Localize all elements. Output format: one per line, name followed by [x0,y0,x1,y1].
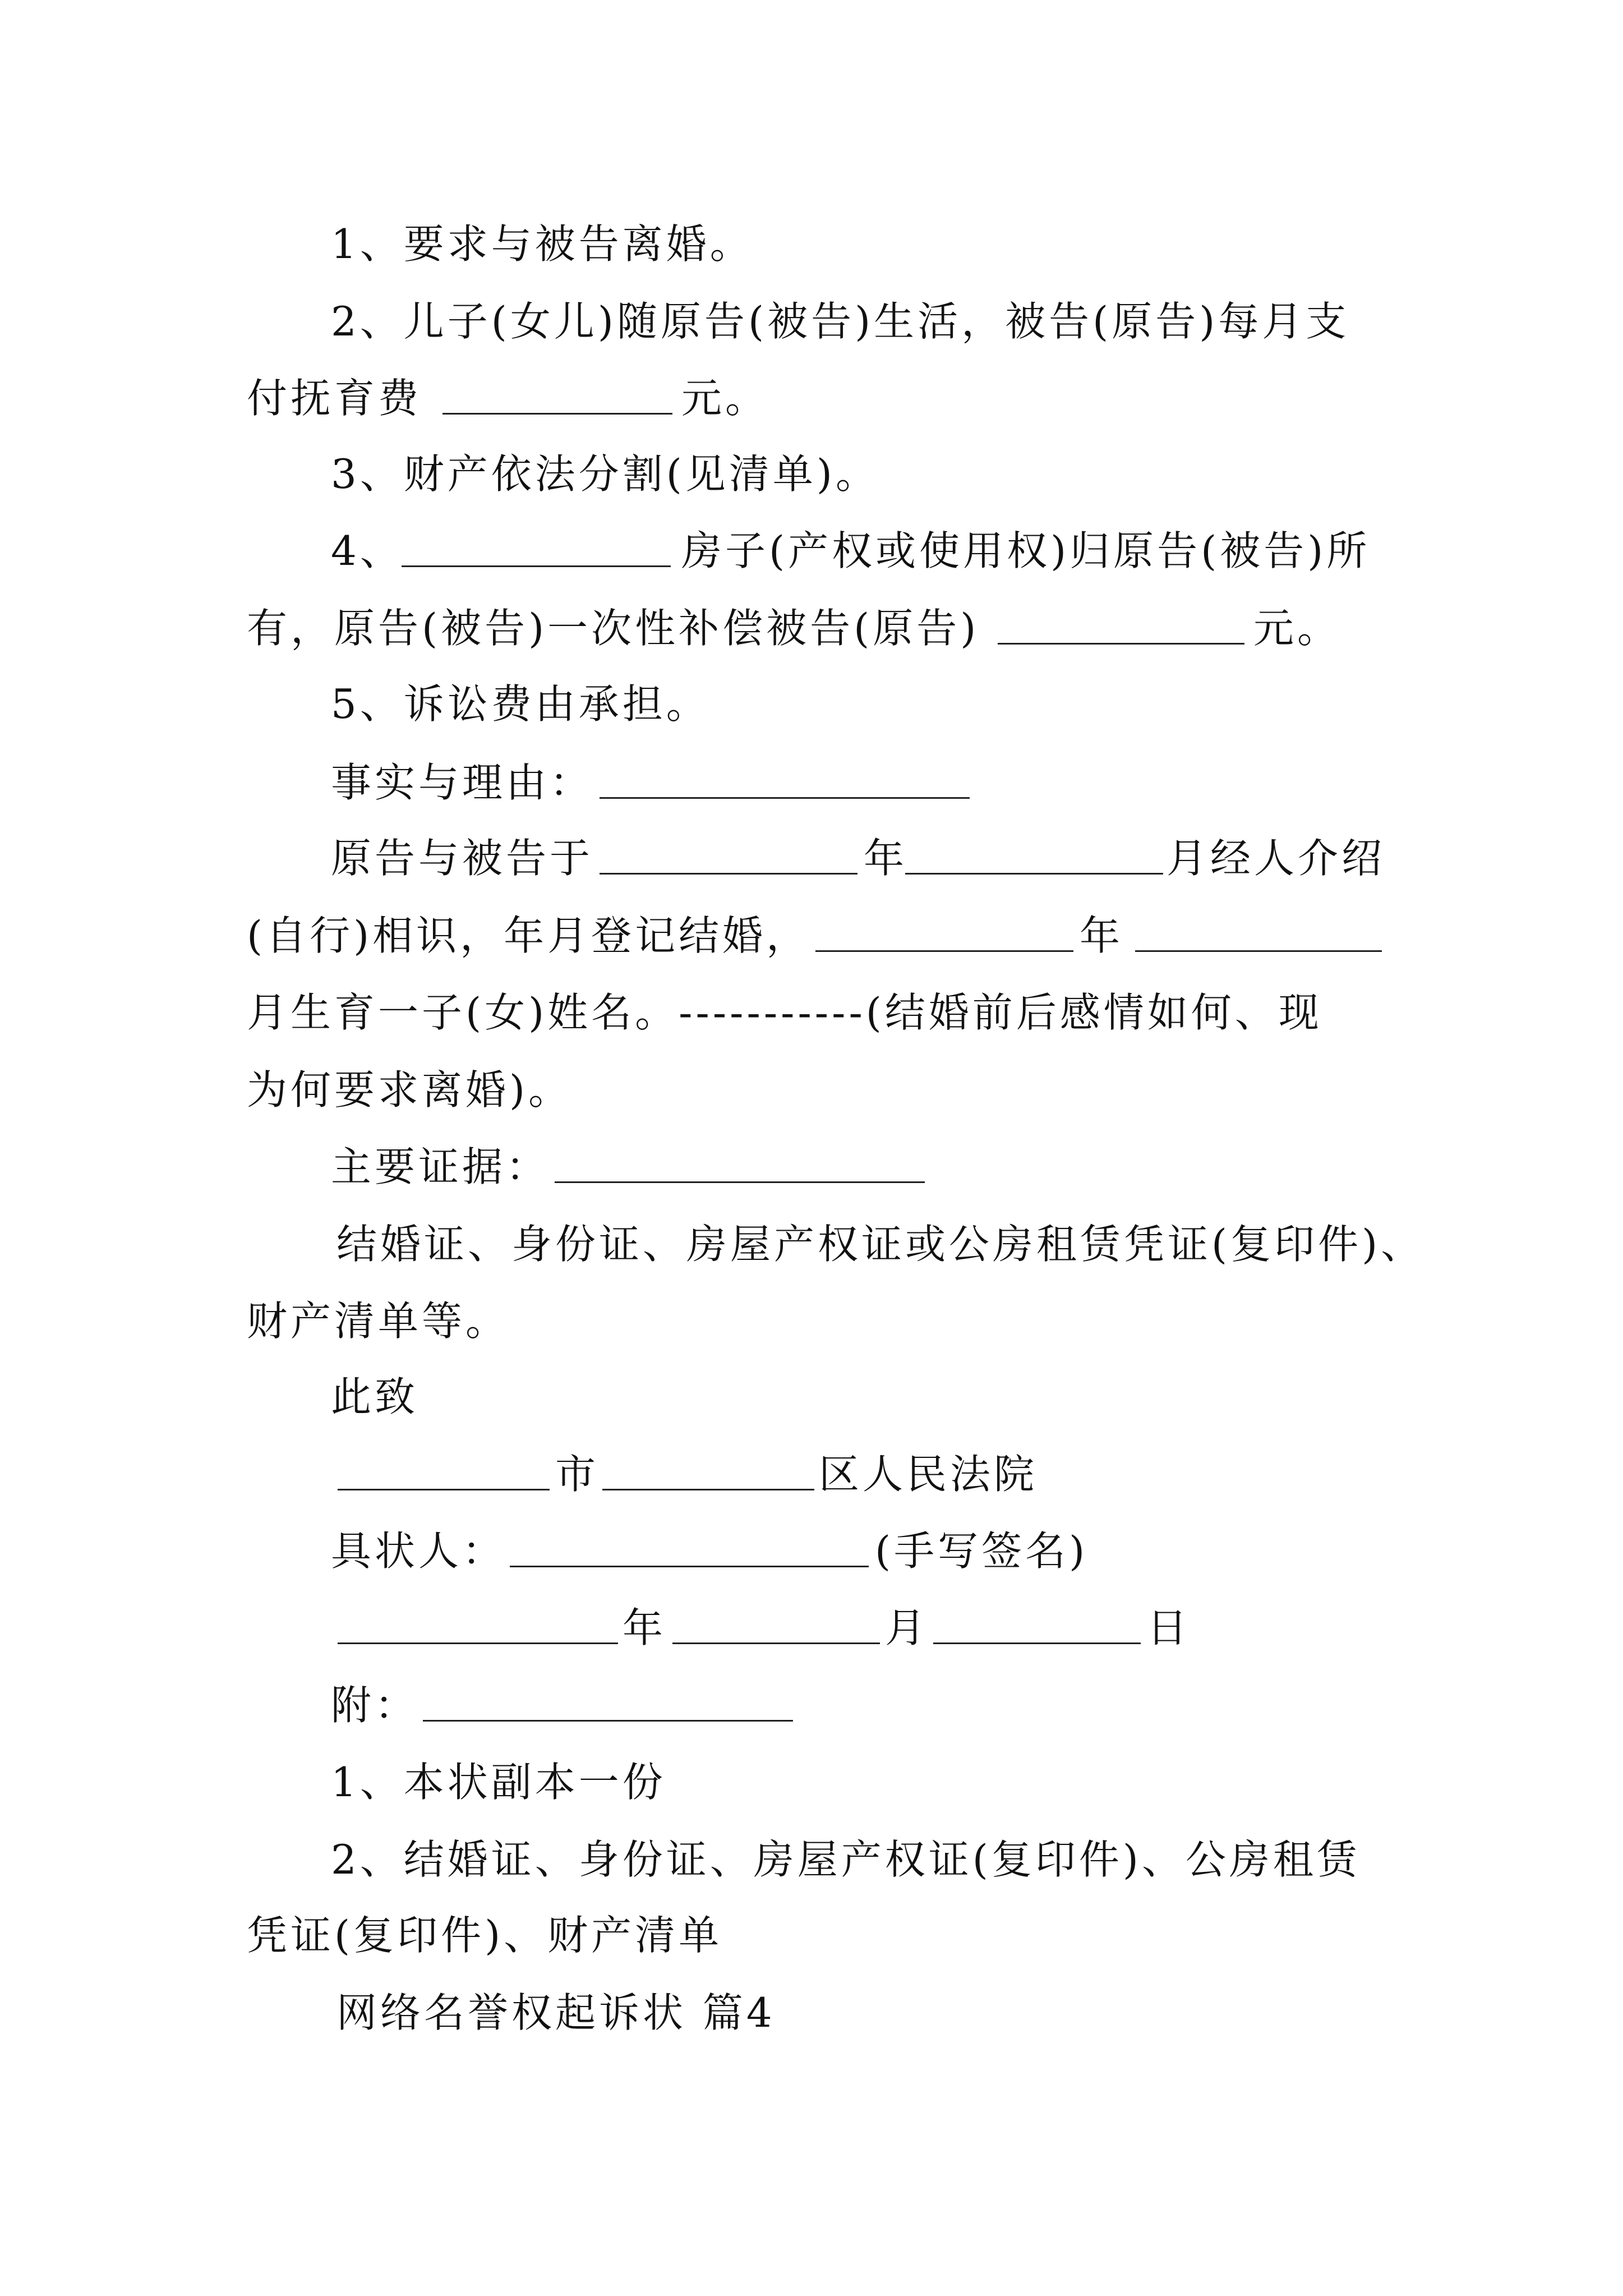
section-title: 网络名誉权起诉状 篇4 [336,1989,776,2036]
paragraph-claim-1 [0,216,1623,272]
amount-blank [442,378,672,415]
attachment-text-1: 1、本状副本一份 [331,1759,666,1806]
salutation-line [0,1369,1623,1425]
compensation-blank [998,608,1244,645]
claim-4-num: 4、 [331,527,404,574]
attachment-item-1 [0,1754,1623,1810]
attachment-heading-line [0,1677,1623,1733]
date-day: 日 [1147,1604,1191,1651]
claim-2-cont-text: 付抚育费 [247,375,422,422]
claim-4-unit: 元。 [1253,605,1341,652]
claim-5-text: 5、诉讼费由承担。 [331,680,710,728]
facts-text-4: 为何要求离婚)。 [247,1066,573,1114]
facts-line-1 [0,830,1623,886]
facts-line-4 [0,1062,1623,1118]
city-blank [338,1454,550,1490]
evidence-blank [555,1147,925,1183]
facts-heading: 事实与理由： [331,759,594,806]
year-blank-2 [815,915,1073,952]
facts-heading-line [0,754,1623,811]
facts-text-3: 月生育一子(女)姓名。-----------(结婚前后感情如何、现 [247,989,1322,1036]
facts-text-1: 原告与被告于 [331,835,594,882]
date-day-blank [933,1608,1141,1644]
facts-text-1b: 月经人介绍 [1166,835,1386,882]
evidence-line-1 [0,1216,1623,1272]
facts-year-2: 年 [1080,912,1124,959]
evidence-text-1: 结婚证、身份证、房屋产权证或公房租赁凭证(复印件)、 [336,1221,1425,1268]
evidence-heading-line [0,1139,1623,1195]
facts-line-3 [0,984,1623,1041]
facts-blank [600,762,970,799]
plaintiff-signature-line [0,1523,1623,1579]
paragraph-claim-3 [0,446,1623,502]
attachment-item-2 [0,1832,1623,1888]
signature-note: (手写签名) [875,1527,1089,1575]
facts-year-1: 年 [864,835,908,882]
claim-4-cont-text: 有，原告(被告)一次性补偿被告(原告) [247,605,980,652]
month-blank-1 [905,838,1163,875]
evidence-line-2 [0,1293,1623,1349]
section-title-line [0,1985,1623,2041]
date-line [0,1600,1623,1656]
month-blank-2 [1135,915,1382,952]
facts-text-2: (自行)相识，年月登记结婚， [247,912,810,959]
attachment-blank [423,1685,793,1722]
evidence-heading: 主要证据： [331,1143,550,1190]
claim-3-text: 3、财产依法分割(见清单)。 [331,450,879,498]
attachment-text-3: 凭证(复印件)、财产清单 [247,1912,723,1959]
signature-blank [510,1531,869,1567]
facts-line-2 [0,908,1623,964]
court-line [0,1446,1623,1502]
paragraph-claim-4 [0,523,1623,579]
claim-4-text: 房子(产权或使用权)归原告(被告)所 [681,527,1371,574]
date-year-blank [338,1608,618,1644]
paragraph-claim-2 [0,293,1623,349]
claim-2-unit: 元。 [681,375,769,422]
date-year: 年 [623,1604,667,1651]
claim-2-text: 2、儿子(女儿)随原告(被告)生活，被告(原告)每月支 [331,298,1350,345]
paragraph-claim-2-cont [0,370,1623,426]
paragraph-claim-4-cont [0,600,1623,656]
house-blank [402,531,671,567]
salutation: 此致 [331,1373,419,1420]
plaintiff-label: 具状人： [331,1527,506,1575]
court-name: 区人民法院 [819,1451,1038,1498]
attachment-item-2-cont [0,1907,1623,1963]
court-city: 市 [555,1451,600,1498]
evidence-text-2: 财产清单等。 [247,1297,510,1345]
date-month: 月 [885,1604,929,1651]
date-month-blank [672,1608,880,1644]
paragraph-claim-5 [0,676,1623,732]
year-blank-1 [600,838,857,875]
district-blank [602,1454,814,1490]
attachment-text-2: 2、结婚证、身份证、房屋产权证(复印件)、公房租赁 [331,1836,1361,1883]
attachment-heading: 附： [331,1682,419,1729]
claim-1-text: 1、要求与被告离婚。 [331,220,754,268]
